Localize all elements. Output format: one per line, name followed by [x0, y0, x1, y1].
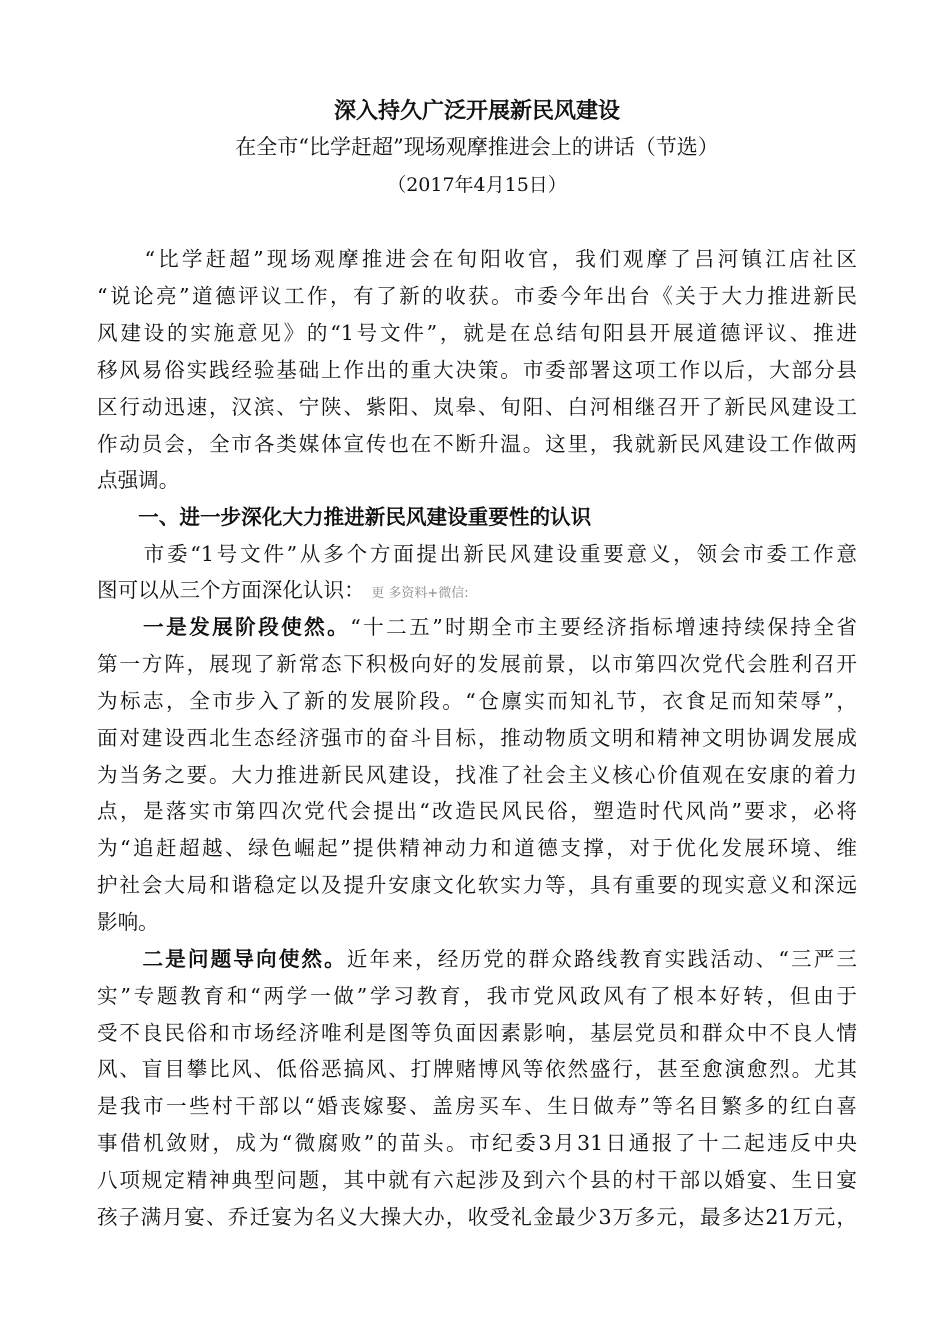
paragraph-line: 市委“1号文件”从多个方面提出新民风建设重要意义，领会市委工作意 [97, 542, 857, 566]
document-date: （2017年4月15日） [387, 174, 567, 196]
paragraph-line: 面对建设西北生态经济强市的奋斗目标，推动物质文明和精神文明协调发展成 [97, 726, 857, 750]
paragraph-line: 为当务之要。大力推进新民风建设，找准了社会主义核心价值观在安康的着力 [97, 763, 857, 787]
paragraph-text: “十二五”时期全市主要经济指标增速持续保持全省 [350, 615, 858, 639]
paragraph-line: 移风易俗实践经验基础上作出的重大决策。市委部署这项工作以后，大部分县 [97, 358, 857, 382]
paragraph-line: 作动员会，全市各类媒体宣传也在不断升温。这里，我就新民风建设工作做两 [97, 432, 857, 456]
paragraph-line [97, 577, 857, 607]
paragraph-line: 风、盲目攀比风、低俗恶搞风、打牌赌博风等依然盛行，甚至愈演愈烈。尤其 [97, 1057, 857, 1081]
paragraph-line: 受不良民俗和市场经济唯利是图等负面因素影响，基层党员和群众中不良人情 [97, 1021, 857, 1045]
paragraph-line: 为标志，全市步入了新的发展阶段。“仓廪实而知礼节，衣食足而知荣辱”， [97, 689, 857, 713]
promo-note: 更 多资料+微信: [371, 586, 469, 601]
paragraph-text: 图可以从三个方面深化认识： [97, 578, 365, 602]
paragraph-line [97, 614, 857, 640]
point-label: 一是发展阶段使然。 [143, 615, 351, 639]
paragraph-line: 影响。 [97, 910, 159, 934]
paragraph-line: 是我市一些村干部以“婚丧嫁娶、盖房买车、生日做寿”等名目繁多的红白喜 [97, 1094, 857, 1118]
paragraph-line: “比学赶超”现场观摩推进会在旬阳收官，我们观摩了吕河镇江店社区 [97, 247, 857, 271]
paragraph-line [97, 946, 857, 972]
paragraph-line: 区行动迅速，汉滨、宁陕、紫阳、岚皋、旬阳、白河相继召开了新民风建设工 [97, 395, 857, 419]
paragraph-line: 事借机敛财，成为“微腐败”的苗头。市纪委3月31日通报了十二起违反中央 [97, 1131, 857, 1155]
paragraph-line: 第一方阵，展现了新常态下积极向好的发展前景，以市第四次党代会胜利召开 [97, 652, 857, 676]
document-subtitle: 在全市“比学赶超”现场观摩推进会上的讲话（节选） [235, 135, 719, 159]
paragraph-line: 风建设的实施意见》的“1号文件”，就是在总结旬阳县开展道德评议、推进 [97, 321, 857, 345]
paragraph-text: 近年来，经历党的群众路线教育实践活动、“三严三 [346, 947, 858, 971]
paragraph-line: 实”专题教育和“两学一做”学习教育，我市党风政风有了根本好转，但由于 [97, 984, 857, 1008]
paragraph-line: 点强调。 [97, 468, 180, 492]
paragraph-line: “说论亮”道德评议工作，有了新的收获。市委今年出台《关于大力推进新民 [97, 284, 857, 308]
paragraph-line: 八项规定精神典型问题，其中就有六起涉及到六个县的村干部以婚宴、生日宴 [97, 1168, 857, 1192]
point-label: 二是问题导向使然。 [142, 947, 347, 971]
paragraph-line: 护社会大局和谐稳定以及提升安康文化软实力等，具有重要的现实意义和深远 [97, 873, 857, 897]
section-heading: 一、进一步深化大力推进新民风建设重要性的认识 [97, 505, 592, 529]
paragraph-line: 孩子满月宴、乔迁宴为名义大操大办，收受礼金最少3万多元，最多达21万元， [97, 1205, 857, 1229]
paragraph-line: 点，是落实市第四次党代会提出“改造民风民俗，塑造时代风尚”要求，必将 [97, 799, 857, 823]
paragraph-line: 为“追赶超越、绿色崛起”提供精神动力和道德支撑，对于优化发展环境、维 [97, 836, 857, 860]
document-title: 深入持久广泛开展新民风建设 [333, 98, 620, 124]
